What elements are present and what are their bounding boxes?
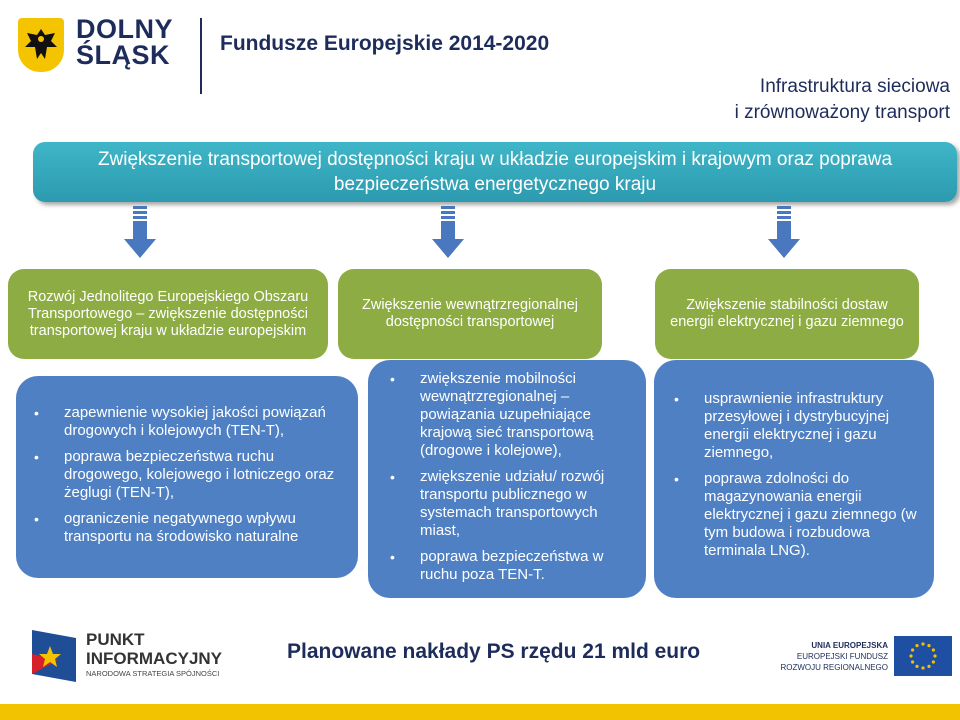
arrow-down-icon <box>768 206 800 262</box>
logo-text <box>76 16 173 68</box>
goal-2-line1: Zwiększenie wewnątrzregionalnej <box>362 297 578 313</box>
banner-line1: Zwiększenie transportowej dostępności kraju w układzie europejskim i krajowym oraz poprawa <box>97 149 893 170</box>
action-box-2 <box>368 360 646 598</box>
punkt-line2: INFORMACYJNY <box>86 649 223 668</box>
list-item: • zwiększenie mobilności wewnątrzregionalnej – powiązania uzupełniające krajową sieć transportową (drogowe i kolejowe), <box>390 370 632 460</box>
eu-flag-icon <box>894 636 952 676</box>
punkt-line3: NARODOWA STRATEGIA SPÓJNOŚCI <box>86 669 220 678</box>
planned-budget: Planowane nakłady PS rzędu 21 mld euro <box>287 640 701 663</box>
arrow-down-icon <box>124 206 156 262</box>
action-list-1 <box>34 404 344 546</box>
action-list-2 <box>390 370 632 584</box>
section-title <box>735 74 950 126</box>
goal-1-line3: transportowej kraju w układzie europejskim <box>29 322 307 339</box>
footer-bar <box>0 704 960 720</box>
goal-3-line2: energii elektrycznej i gazu ziemnego <box>670 314 904 330</box>
program-title: Fundusze Europejskie 2014-2020 <box>220 32 550 55</box>
goal-1-line2: Transportowego – zwiększenie dostępności <box>28 305 308 322</box>
action-box-3 <box>654 360 934 598</box>
section-title-line1: Infrastruktura sieciowa <box>759 76 950 97</box>
arrow-down-icon <box>432 206 464 262</box>
ue-line2: EUROPEJSKI FUNDUSZ <box>796 652 888 661</box>
main-objective-banner <box>33 142 957 202</box>
list-item: • zwiększenie udziału/ rozwój transportu publicznego w systemach transportowych miast, <box>390 468 632 540</box>
goal-3-line1: Zwiększenie stabilności dostaw <box>686 297 888 313</box>
list-item: • usprawnienie infrastruktury przesyłowej i dystrybucyjnej energii elektrycznej i gazu ziemnego, <box>674 390 920 462</box>
punkt-informacyjny-logo <box>28 624 228 690</box>
list-item: • zapewnienie wysokiej jakości powiązań drogowych i kolejowych (TEN-T), <box>34 404 344 440</box>
punkt-line1: PUNKT <box>86 630 145 649</box>
logo-line2: ŚLĄSK <box>76 40 171 70</box>
eagle-shield-icon <box>18 18 64 72</box>
goal-1-line1: Rozwój Jednolitego Europejskiego Obszaru <box>27 288 309 305</box>
goal-box-1 <box>8 269 328 359</box>
header-divider <box>200 18 202 94</box>
list-item: • poprawa zdolności do magazynowania energii elektrycznej i gazu ziemnego (w tym budowa i rozbudowa terminala LNG). <box>674 470 920 560</box>
action-box-1 <box>16 376 358 578</box>
section-title-line2: i zrównoważony transport <box>734 102 950 123</box>
list-item: • poprawa bezpieczeństwa ruchu drogowego, kolejowego i lotniczego oraz żeglugi (TEN-T), <box>34 448 344 502</box>
ue-line3: ROZWOJU REGIONALNEGO <box>780 663 888 672</box>
eu-logo <box>780 632 955 682</box>
ue-line1: UNIA EUROPEJSKA <box>811 641 888 650</box>
list-item: • ograniczenie negatywnego wpływu transportu na środowisko naturalne <box>34 510 344 546</box>
goal-2-line2: dostępności transportowej <box>385 314 555 330</box>
action-list-3 <box>674 390 920 560</box>
star-flag-icon <box>28 626 80 686</box>
dolny-slask-logo <box>18 14 186 78</box>
banner-line2: bezpieczeństwa energetycznego kraju <box>333 174 657 195</box>
goal-box-2 <box>338 269 602 359</box>
logo-line1: DOLNY <box>76 14 173 44</box>
list-item: • poprawa bezpieczeństwa w ruchu poza TEN-T. <box>390 548 632 584</box>
goal-box-3 <box>655 269 919 359</box>
